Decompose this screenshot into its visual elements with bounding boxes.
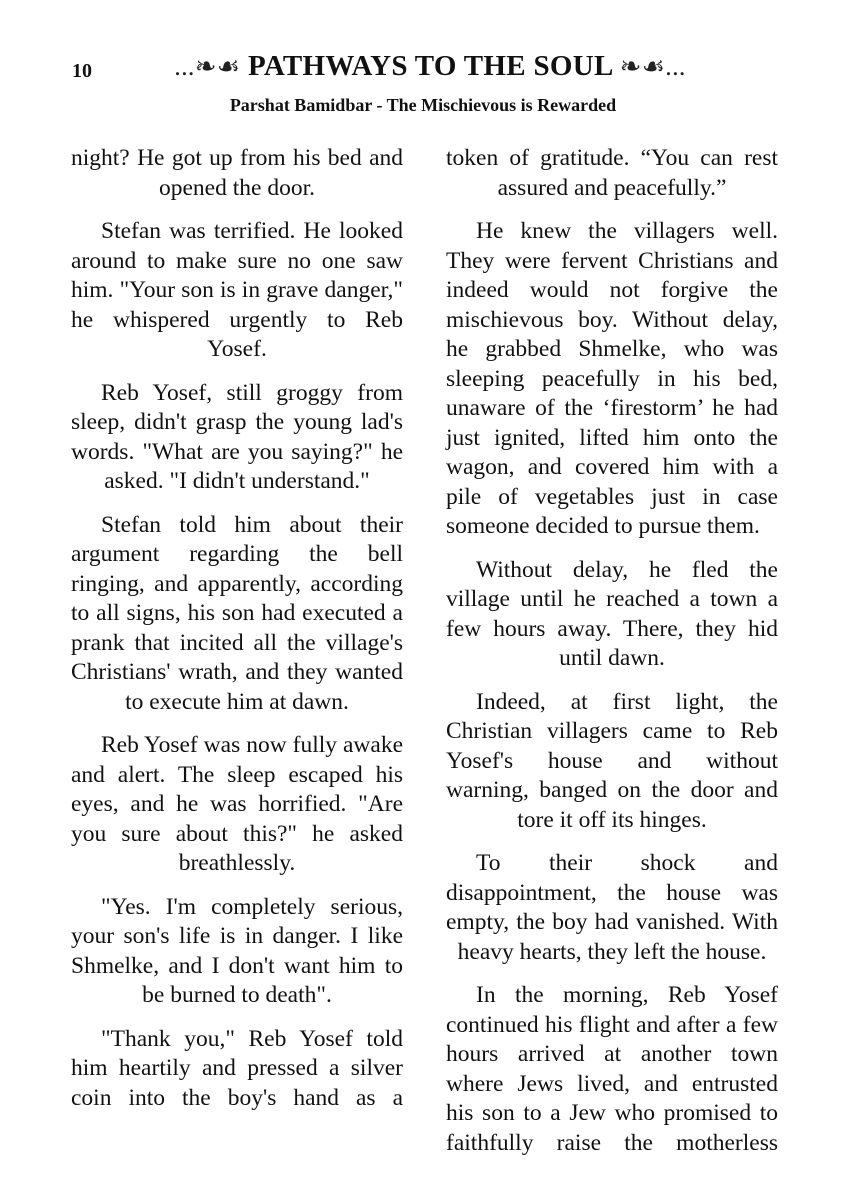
chapter-subtitle: Parshat Bamidbar - The Mischievous is Rewarded (229, 95, 617, 115)
running-header (130, 50, 730, 83)
right-column (446, 144, 778, 1172)
paragraph: token of gratitude. “You can rest assured and peacefully.” (446, 145, 778, 201)
paragraph: "Thank you," Reb Yosef told him heartily and pressed a silver coin into the boy's hand as a (71, 1025, 403, 1111)
flourish-right-ornament: ❧☙... (619, 52, 686, 81)
paragraph: Without delay, he fled the village until he reached a town a few hours away. There, they hid until dawn. (446, 556, 778, 671)
page-number: 10 (72, 60, 92, 82)
paragraph: Reb Yosef was now fully awake and alert. The sleep escaped his eyes, and he was horrified. "Are you sure about this?" he asked breathlessly. (71, 732, 403, 876)
paragraph: To their shock and disappointment, the house was empty, the boy had vanished. With heavy hearts, they left the house. (446, 850, 778, 965)
flourish-left-ornament: ...❧☙ (174, 52, 241, 81)
paragraph: night? He got up from his bed and opened the door. (71, 145, 403, 201)
paragraph: He knew the villagers well. They were fervent Christians and indeed would not forgive the mischievous boy. Without delay, he grabbed Shmelke, who was sleeping peacefully in his bed, unaware of the ‘firestorm’ he had just ignited, lifted him onto the wagon, and covered him with a pile of vegetables just in case someone decided to pursue them. (446, 218, 778, 539)
left-column (71, 144, 403, 1127)
paragraph: Stefan was terrified. He looked around to make sure no one saw him. "Your son is in grave danger," he whispered urgently to Reb Yosef. (71, 218, 403, 362)
paragraph: Reb Yosef, still groggy from sleep, didn't grasp the young lad's words. "What are you saying?" he asked. "I didn't understand." (71, 379, 403, 494)
paragraph: Indeed, at first light, the Christian villagers came to Reb Yosef's house and without warning, banged on the door and tore it off its hinges. (446, 688, 778, 833)
paragraph: In the morning, Reb Yosef continued his flight and after a few hours arrived at another town where Jews lived, and entrusted his son to a Jew who promised to faithfully raise the motherless (446, 982, 778, 1156)
paragraph: Stefan told him about their argument regarding the bell ringing, and apparently, according to all signs, his son had executed a prank that incited all the village's Christians' wrath, and they wanted to execute him at dawn. (71, 511, 403, 715)
book-title: PATHWAYS TO THE SOUL (247, 50, 613, 82)
paragraph: "Yes. I'm completely serious, your son's life is in danger. I like Shmelke, and I don't want him to be burned to death". (71, 893, 403, 1008)
